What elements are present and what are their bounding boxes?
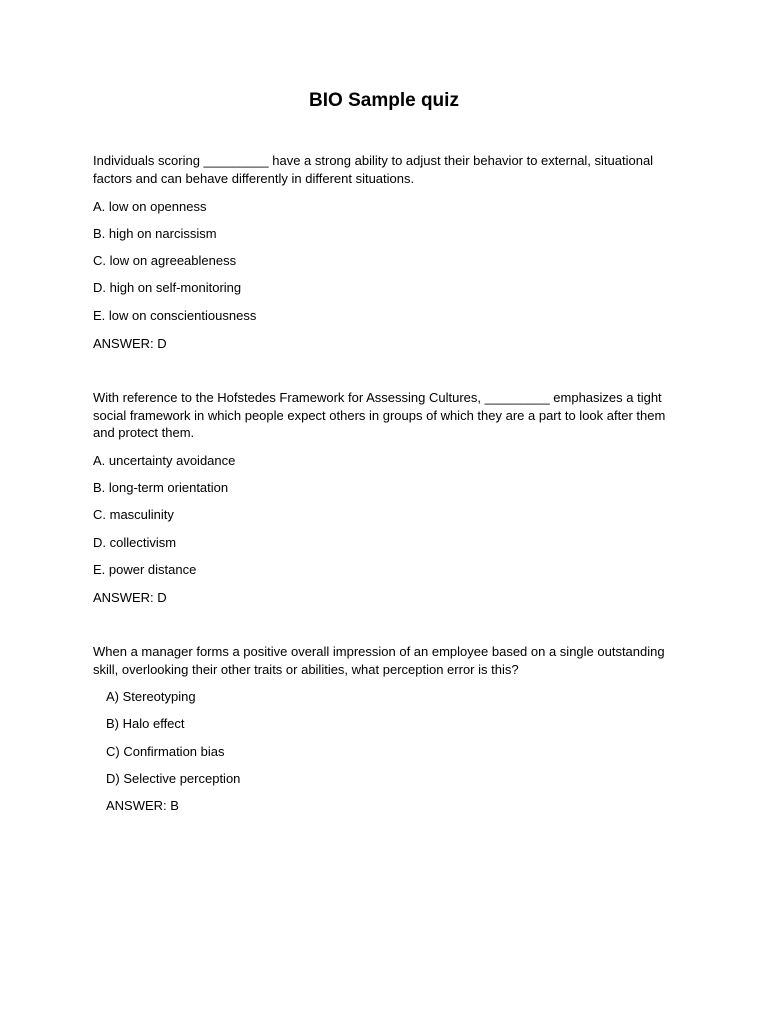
- document-title: BIO Sample quiz: [309, 90, 459, 111]
- question-3-option-c: C) Confirmation bias: [106, 744, 225, 759]
- question-1-option-a: A. low on openness: [93, 199, 207, 214]
- question-1-option-c: C. low on agreeableness: [93, 253, 237, 268]
- question-1-answer: ANSWER: D: [93, 336, 167, 351]
- question-2-stem-line-2: social framework in which people expect others in groups of which they are a part to look after them: [93, 408, 666, 423]
- question-3-stem-line-2: skill, overlooking their other traits or abilities, what perception error is this?: [93, 662, 519, 677]
- question-1-stem-line-2: factors and can behave differently in different situations.: [93, 171, 415, 186]
- question-3-option-a: A) Stereotyping: [106, 689, 196, 704]
- question-3-option-b: B) Halo effect: [106, 716, 185, 731]
- question-2-option-c: C. masculinity: [93, 507, 174, 522]
- question-1-option-d: D. high on self-monitoring: [93, 280, 242, 295]
- question-1-stem-line-1: Individuals scoring _________ have a strong ability to adjust their behavior to external, situational: [93, 153, 654, 168]
- question-2-option-b: B. long-term orientation: [93, 480, 229, 495]
- question-2-option-e: E. power distance: [93, 562, 197, 577]
- question-2-option-d: D. collectivism: [93, 535, 177, 550]
- question-2-answer: ANSWER: D: [93, 590, 167, 605]
- question-3-option-d: D) Selective perception: [106, 771, 241, 786]
- question-2-option-a: A. uncertainty avoidance: [93, 453, 236, 468]
- question-1-option-b: B. high on narcissism: [93, 226, 217, 241]
- question-2-stem-line-3: and protect them.: [93, 425, 195, 440]
- question-3-stem-line-1: When a manager forms a positive overall impression of an employee based on a single outstanding: [93, 644, 665, 659]
- question-2-stem-line-1: With reference to the Hofstedes Framework for Assessing Cultures, _________ emphasizes a tight: [93, 390, 662, 405]
- question-1-option-e: E. low on conscientiousness: [93, 308, 257, 323]
- question-3-answer: ANSWER: B: [106, 798, 179, 813]
